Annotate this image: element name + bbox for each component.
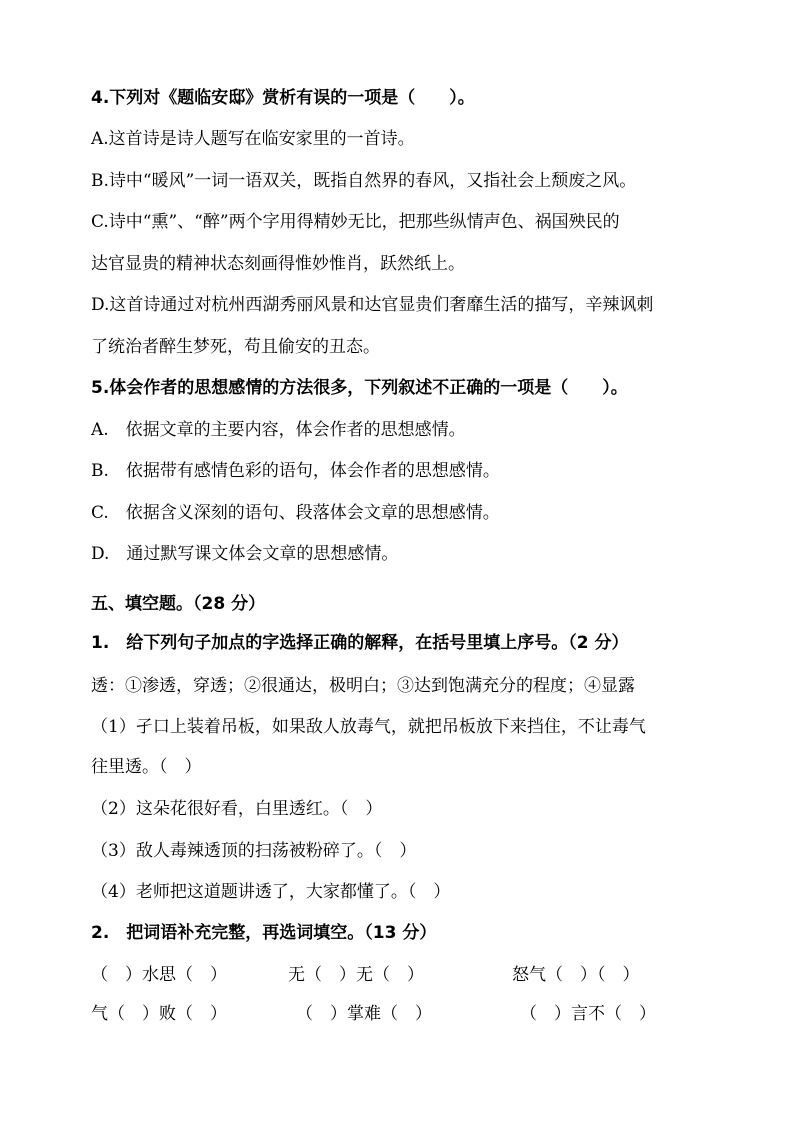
question-4-option-d-line2: 了统治者醉生梦死，苟且偷安的丑态。 [91,337,380,357]
fill-1-definitions: 透：①渗透，穿透；②很通达，极明白；③达到饱满充分的程度；④显露 [91,676,635,696]
question-5-option-b: B. 依据带有感情色彩的语句，体会作者的思想感情。 [91,461,500,481]
question-5-option-d: D. 通过默写课文体会文章的思想感情。 [91,544,399,564]
idiom-blank: 怒气（ ）（ ） [512,965,640,985]
question-5-stem: 5.体会作者的思想感情的方法很多，下列叙述不正确的一项是（ ）。 [91,378,628,398]
question-4-option-c-line2: 达官显贵的精神状态刻画得惟妙惟肖，跃然纸上。 [91,254,465,274]
idiom-blank: （ ）掌难（ ） [296,1004,432,1024]
idiom-blank: （ ）言不（ ） [520,1004,656,1024]
fill-1-sentence-1-line1: （1）孑口上装着吊板，如果敌人放毒气，就把吊板放下来挡住，不让毒气 [91,717,646,737]
fill-1-sentence-3: （3）敌人毒辣透顶的扫荡被粉碎了。（ ） [91,841,417,861]
question-4-option-d-line1: D.这首诗通过对杭州西湖秀丽风景和达官显贵们奢靡生活的描写，辛辣讽刺 [91,295,654,315]
question-4-stem: 4.下列对《题临安邸》赏析有误的一项是（ ）。 [91,88,475,108]
question-5-option-c: C. 依据含义深刻的语句、段落体会文章的思想感情。 [91,503,500,523]
fill-1-sentence-2: （2）这朵花很好看，白里透红。（ ） [91,799,383,819]
question-4-option-c-line1: C.诗中“熏”、“醉”两个字用得精妙无比，把那些纵情声色、祸国殃民的 [91,212,620,232]
question-4-option-a: A.这首诗是诗人题写在临安家里的一首诗。 [91,129,415,149]
fill-1-stem: 1. 给下列句子加点的字选择正确的解释，在括号里填上序号。（2 分） [91,633,629,653]
question-4-option-b: B.诗中“暖风”一词一语双关，既指自然界的春风，又指社会上颓废之风。 [91,171,637,191]
section-5-title: 五、填空题。（28 分） [91,594,266,614]
question-5-option-a: A. 依据文章的主要内容，体会作者的思想感情。 [91,420,466,440]
idiom-blank: （ ）水思（ ） [91,965,227,985]
idiom-blank: 气（ ）败（ ） [91,1004,227,1024]
fill-1-sentence-4: （4）老师把这道题讲透了，大家都懂了。（ ） [91,882,451,902]
fill-1-sentence-1-line2: 往里透。（ ） [91,757,202,777]
idiom-blank: 无（ ）无（ ） [288,965,424,985]
fill-2-stem: 2. 把词语补充完整，再选词填空。（13 分） [91,923,437,943]
